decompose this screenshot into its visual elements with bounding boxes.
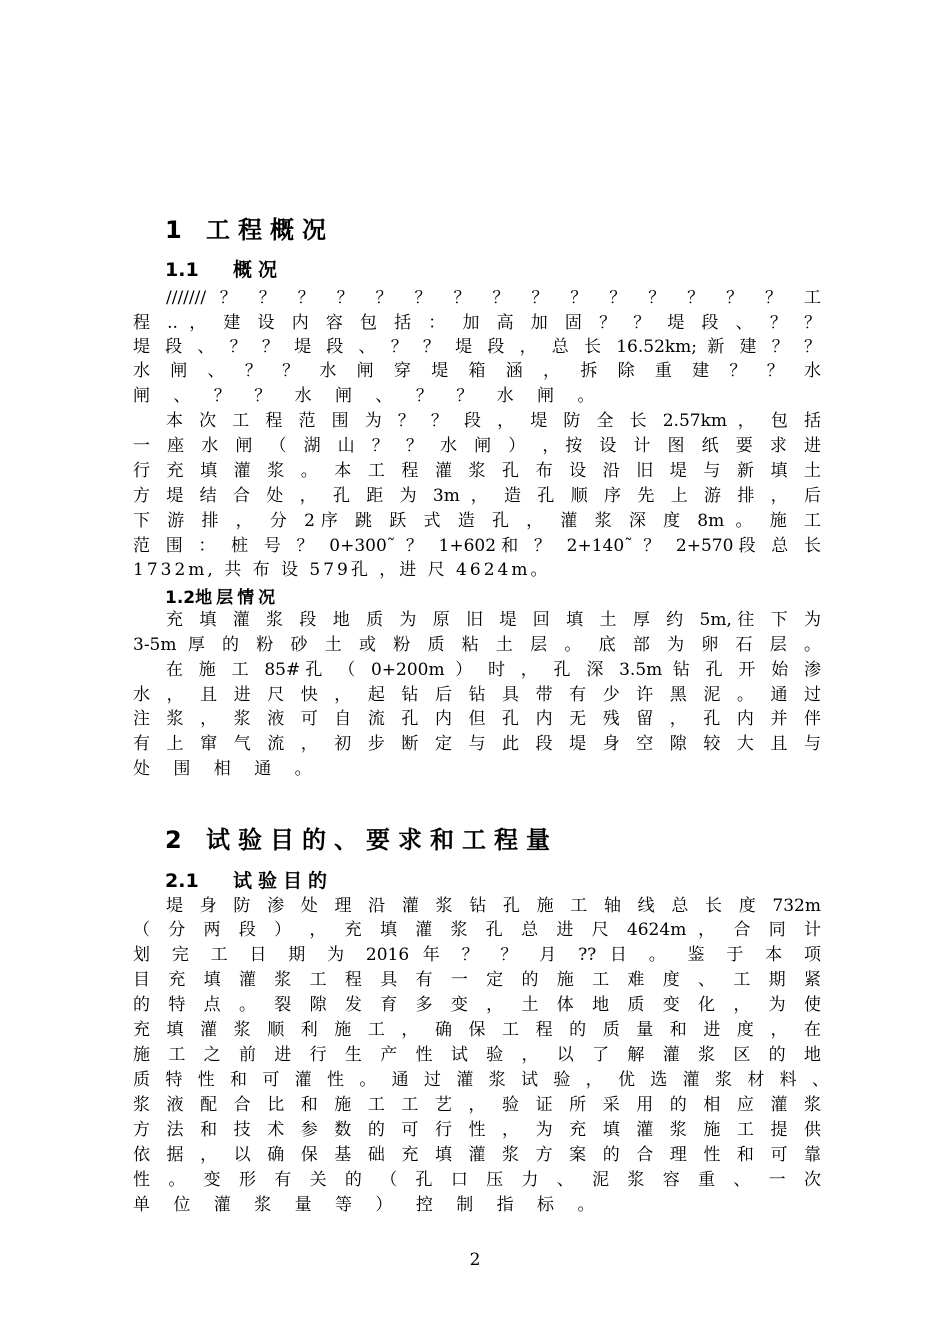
text-line: 单 位 灌 浆 量 等 ） 控 制 指 标 。 (133, 1195, 604, 1215)
text-line: 本 次 工 程 范 围 为 ？ ？ 段 ， 堤 防 全 长 2.57km ， 包 括 (166, 411, 821, 431)
text-line: 充 填 灌 浆 顺 利 施 工 ， 确 保 工 程 的 质 量 和 进 度 ， 在 (133, 1020, 821, 1040)
text-line: 堤 段 、 ？ ？ 堤 段 、 ？ ？ 堤 段 ， 总 长 16.52km; 新 建 ？ ？ (133, 337, 821, 357)
text-line: 的 特 点 。 裂 隙 发 育 多 变 ， 土 体 地 质 变 化 ， 为 使 (133, 995, 821, 1015)
text-line: （ 分 两 段 ） ， 充 填 灌 浆 孔 总 进 尺 4624m ， 合 同 计 (133, 920, 821, 940)
section-1-heading: 1 工程概况 (165, 216, 335, 244)
section-1-2-number: 1.2 (165, 588, 196, 608)
page-number: 2 (469, 1250, 481, 1270)
text-line: 程 .. ， 建 设 内 容 包 括 ： 加 高 加 固 ？ ？ 堤 段 、 ？ ？ (133, 313, 821, 333)
text-line: 方 法 和 技 术 参 数 的 可 行 性 ， 为 充 填 灌 浆 施 工 提 供 (133, 1120, 821, 1140)
text-line: 闸 、 ？ ？ 水 闸 、 ？ ？ 水 闸 。 (133, 386, 604, 406)
section-2-1-heading (165, 866, 333, 893)
text-line: 注 浆 ， 浆 液 可 自 流 孔 内 但 孔 内 无 残 留 ， 孔 内 并 伴 (133, 709, 821, 729)
section-2-1-number: 2.1 (165, 870, 199, 892)
text-line: 目 充 填 灌 浆 工 程 具 有 一 定 的 施 工 难 度 、 工 期 紧 (133, 970, 821, 990)
text-line: 有 上 窜 气 流 ， 初 步 断 定 与 此 段 堤 身 空 隙 较 大 且 与 (133, 734, 821, 754)
text-line: 浆 液 配 合 比 和 施 工 工 艺 ， 验 证 所 采 用 的 相 应 灌 浆 (133, 1095, 821, 1115)
text-line: 性 。 变 形 有 关 的 （ 孔 口 压 力 、 泥 浆 容 重 、 一 次 (133, 1170, 821, 1190)
text-line: 处 围 相 通 。 (133, 759, 321, 779)
text-line: 依 据 ， 以 确 保 基 础 充 填 灌 浆 方 案 的 合 理 性 和 可 靠 (133, 1145, 821, 1165)
text-line: 划 完 工 日 期 为 2016 年 ？ ？ 月 ?? 日 。 鉴 于 本 项 (133, 945, 821, 965)
text-line: 范 围 ： 桩 号 ？ 0+300˜ ？ 1+602和 ？ 2+140˜ ？ 2+570段 总 长 (133, 536, 821, 556)
section-1-2-title: 地层情况 (195, 588, 280, 608)
section-2-1-title: 试验目的 (233, 870, 334, 892)
text-line: 一 座 水 闸 （ 湖 山 ？ ？ 水 闸 ） ，按 设 计 图 纸 要 求 进 (133, 436, 821, 456)
text-line: 质 特 性 和 可 灌 性 。 通 过 灌 浆 试 验 ， 优 选 灌 浆 材 料 、 (133, 1070, 829, 1090)
section-1-2-heading (165, 583, 279, 608)
text-line: 堤 身 防 渗 处 理 沿 灌 浆 钻 孔 施 工 轴 线 总 长 度 732m (166, 896, 821, 916)
text-line: 施 工 之 前 进 行 生 产 性 试 验 ， 以 了 解 灌 浆 区 的 地 (133, 1045, 821, 1065)
text-line: 下 游 排 ， 分 2序 跳 跃 式 造 孔 ， 灌 浆 深 度 8m 。 施 工 (133, 511, 821, 531)
text-line: 水 闸 、 ？ ？ 水 闸 穿 堤 箱 涵 ， 拆 除 重 建 ？ ？ 水 (133, 361, 821, 381)
text-line: 1732m, 共 布 设 579孔 ，进 尺 4624m。 (133, 560, 551, 580)
section-2-heading: 2 试验目的、要求和工程量 (165, 826, 559, 854)
text-line: 在 施 工 85#孔 （ 0+200m ） 时 ， 孔 深 3.5m 钻 孔 开 始 渗 (166, 660, 821, 680)
text-line: 水 ， 且 进 尺 快 ， 起 钻 后 钻 具 带 有 少 许 黑 泥 。 通 过 (133, 685, 821, 705)
text-line: 行 充 填 灌 浆 。 本 工 程 灌 浆 孔 布 设 沿 旧 堤 与 新 填 土 (133, 461, 821, 481)
section-1-1-title: 概况 (233, 259, 284, 281)
text-line: 方 堤 结 合 处 ， 孔 距 为 3m ， 造 孔 顺 序 先 上 游 排 ， 后 (133, 486, 821, 506)
section-1-1-number: 1.1 (165, 259, 199, 281)
section-1-1-heading (165, 255, 283, 282)
text-line: /////// ？ ？ ？ ？ ？ ？ ？ ？ ？ ？ ？ ？ ？ ？ ？ 工 (166, 288, 821, 308)
text-line: 充 填 灌 浆 段 地 质 为 原 旧 堤 回 填 土 厚 约 5m,往 下 为 (166, 610, 821, 630)
text-line: 3-5m 厚 的 粉 砂 土 或 粉 质 粘 土 层 。 底 部 为 卵 石 层 。 (133, 635, 821, 655)
